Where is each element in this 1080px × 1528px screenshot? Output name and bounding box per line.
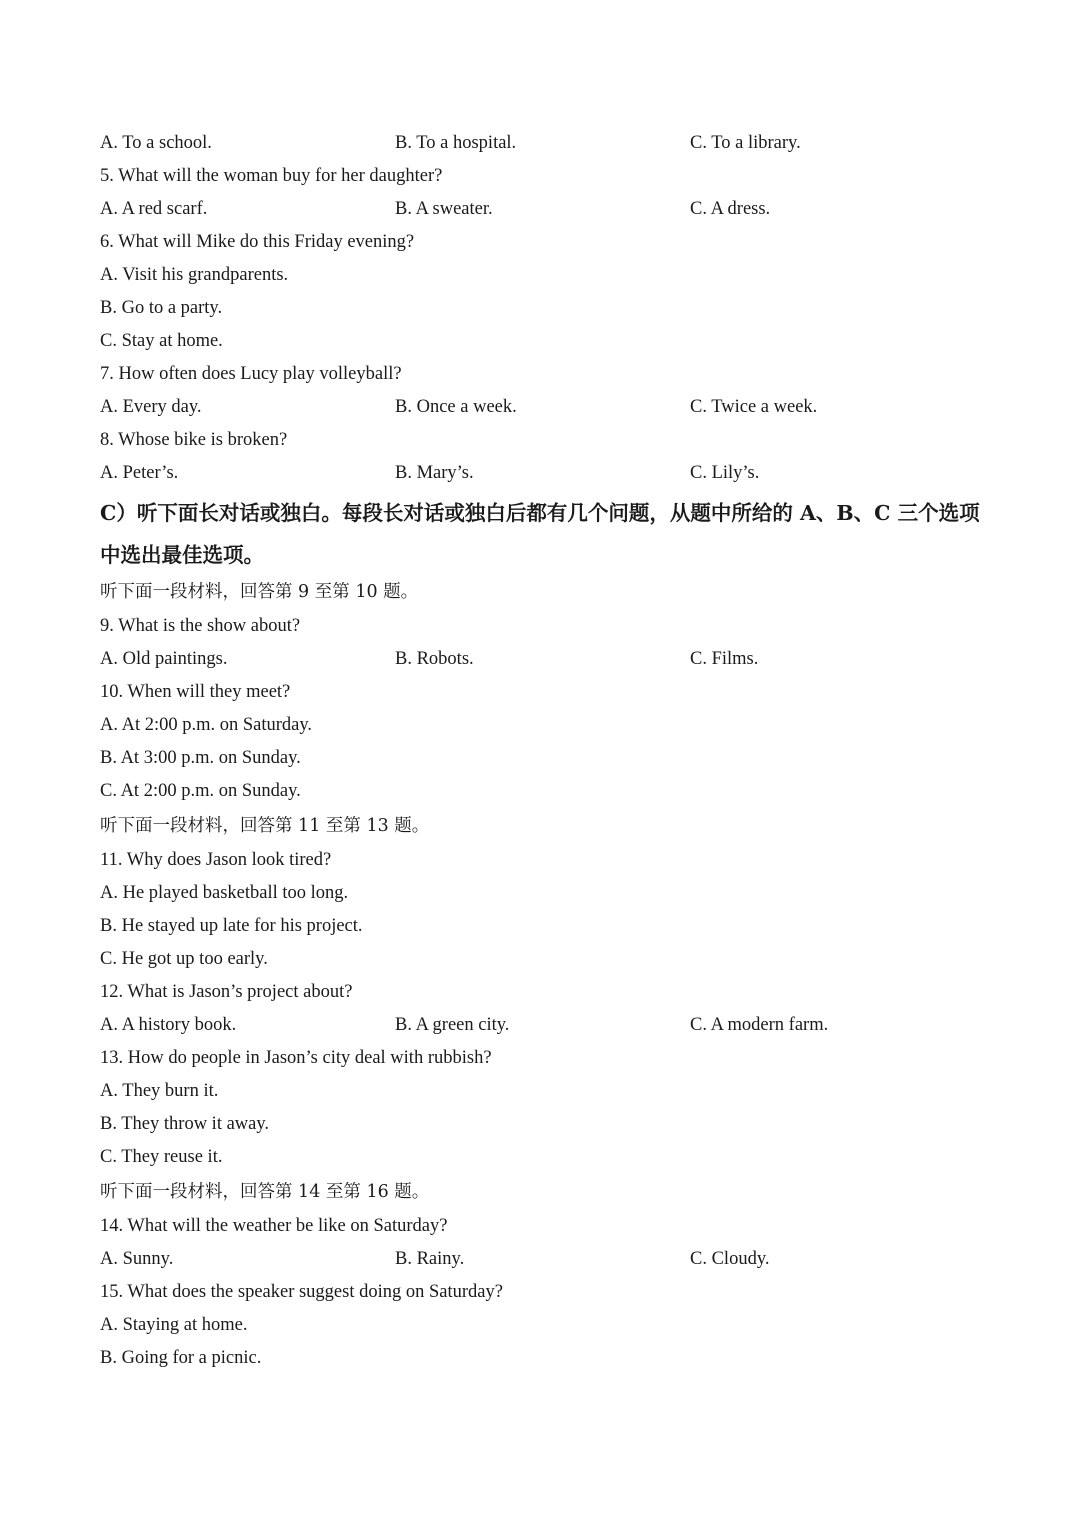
- section-heading: C）听下面长对话或独白。每段长对话或独白后都有几个问题，从题中所给的 A、B、C 三个选项中选出最佳选项。: [100, 501, 980, 567]
- answer-option-a: A. Every day.: [100, 397, 202, 417]
- question-text: 8. Whose bike is broken?: [100, 430, 288, 450]
- answer-option: C. Stay at home.: [100, 331, 223, 351]
- answer-option: A. They burn it.: [100, 1081, 219, 1101]
- answer-option: C. At 2:00 p.m. on Sunday.: [100, 781, 301, 801]
- answer-option-a: A. Sunny.: [100, 1249, 174, 1269]
- answer-option-c: C. A modern farm.: [690, 1015, 829, 1035]
- listening-instruction: 听下面一段材料，回答第 11 至第 13 题。: [100, 816, 430, 836]
- answer-option: C. They reuse it.: [100, 1147, 223, 1167]
- answer-options-row: [100, 457, 1000, 490]
- question-text: 15. What does the speaker suggest doing on Saturday?: [100, 1282, 503, 1302]
- answer-option-c: C. To a library.: [690, 133, 801, 153]
- answer-options-row: [100, 1009, 1000, 1042]
- answer-options-row: [100, 1243, 1000, 1276]
- answer-option: C. He got up too early.: [100, 949, 268, 969]
- question-text: 10. When will they meet?: [100, 682, 291, 702]
- answer-option: B. At 3:00 p.m. on Sunday.: [100, 748, 301, 768]
- question-text: 13. How do people in Jason’s city deal with rubbish?: [100, 1048, 492, 1068]
- answer-options-row: [100, 391, 1000, 424]
- question-text: 11. Why does Jason look tired?: [100, 850, 332, 870]
- answer-option: B. They throw it away.: [100, 1114, 270, 1134]
- answer-option-c: C. A dress.: [690, 199, 771, 219]
- answer-option: B. Going for a picnic.: [100, 1348, 262, 1368]
- answer-options-row: [100, 193, 1000, 226]
- question-text: 12. What is Jason’s project about?: [100, 982, 353, 1002]
- answer-option-b: B. Mary’s.: [395, 463, 474, 483]
- exam-page: [100, 127, 1000, 1375]
- answer-options-row: [100, 127, 1000, 160]
- answer-option-b: B. A green city.: [395, 1015, 510, 1035]
- answer-option-c: C. Cloudy.: [690, 1249, 770, 1269]
- question-text: 9. What is the show about?: [100, 616, 301, 636]
- answer-option-b: B. Robots.: [395, 649, 474, 669]
- question-text: 5. What will the woman buy for her daughter?: [100, 166, 443, 186]
- answer-option-a: A. A red scarf.: [100, 199, 208, 219]
- answer-option-b: B. Once a week.: [395, 397, 517, 417]
- answer-option-b: B. Rainy.: [395, 1249, 465, 1269]
- answer-option: A. Visit his grandparents.: [100, 265, 289, 285]
- answer-option-a: A. To a school.: [100, 133, 212, 153]
- question-text: 7. How often does Lucy play volleyball?: [100, 364, 402, 384]
- answer-option-a: A. A history book.: [100, 1015, 237, 1035]
- answer-options-row: [100, 643, 1000, 676]
- question-text: 14. What will the weather be like on Saturday?: [100, 1216, 448, 1236]
- listening-instruction: 听下面一段材料，回答第 14 至第 16 题。: [100, 1182, 430, 1202]
- question-text: 6. What will Mike do this Friday evening?: [100, 232, 415, 252]
- listening-instruction: 听下面一段材料，回答第 9 至第 10 题。: [100, 582, 419, 602]
- answer-option: A. Staying at home.: [100, 1315, 248, 1335]
- answer-option: B. Go to a party.: [100, 298, 223, 318]
- answer-option-c: C. Twice a week.: [690, 397, 818, 417]
- answer-option-c: C. Lily’s.: [690, 463, 760, 483]
- answer-option-c: C. Films.: [690, 649, 759, 669]
- answer-option: A. At 2:00 p.m. on Saturday.: [100, 715, 313, 735]
- answer-option: B. He stayed up late for his project.: [100, 916, 363, 936]
- answer-option: A. He played basketball too long.: [100, 883, 349, 903]
- answer-option-b: B. A sweater.: [395, 199, 493, 219]
- answer-option-a: A. Peter’s.: [100, 463, 179, 483]
- answer-option-b: B. To a hospital.: [395, 133, 517, 153]
- answer-option-a: A. Old paintings.: [100, 649, 228, 669]
